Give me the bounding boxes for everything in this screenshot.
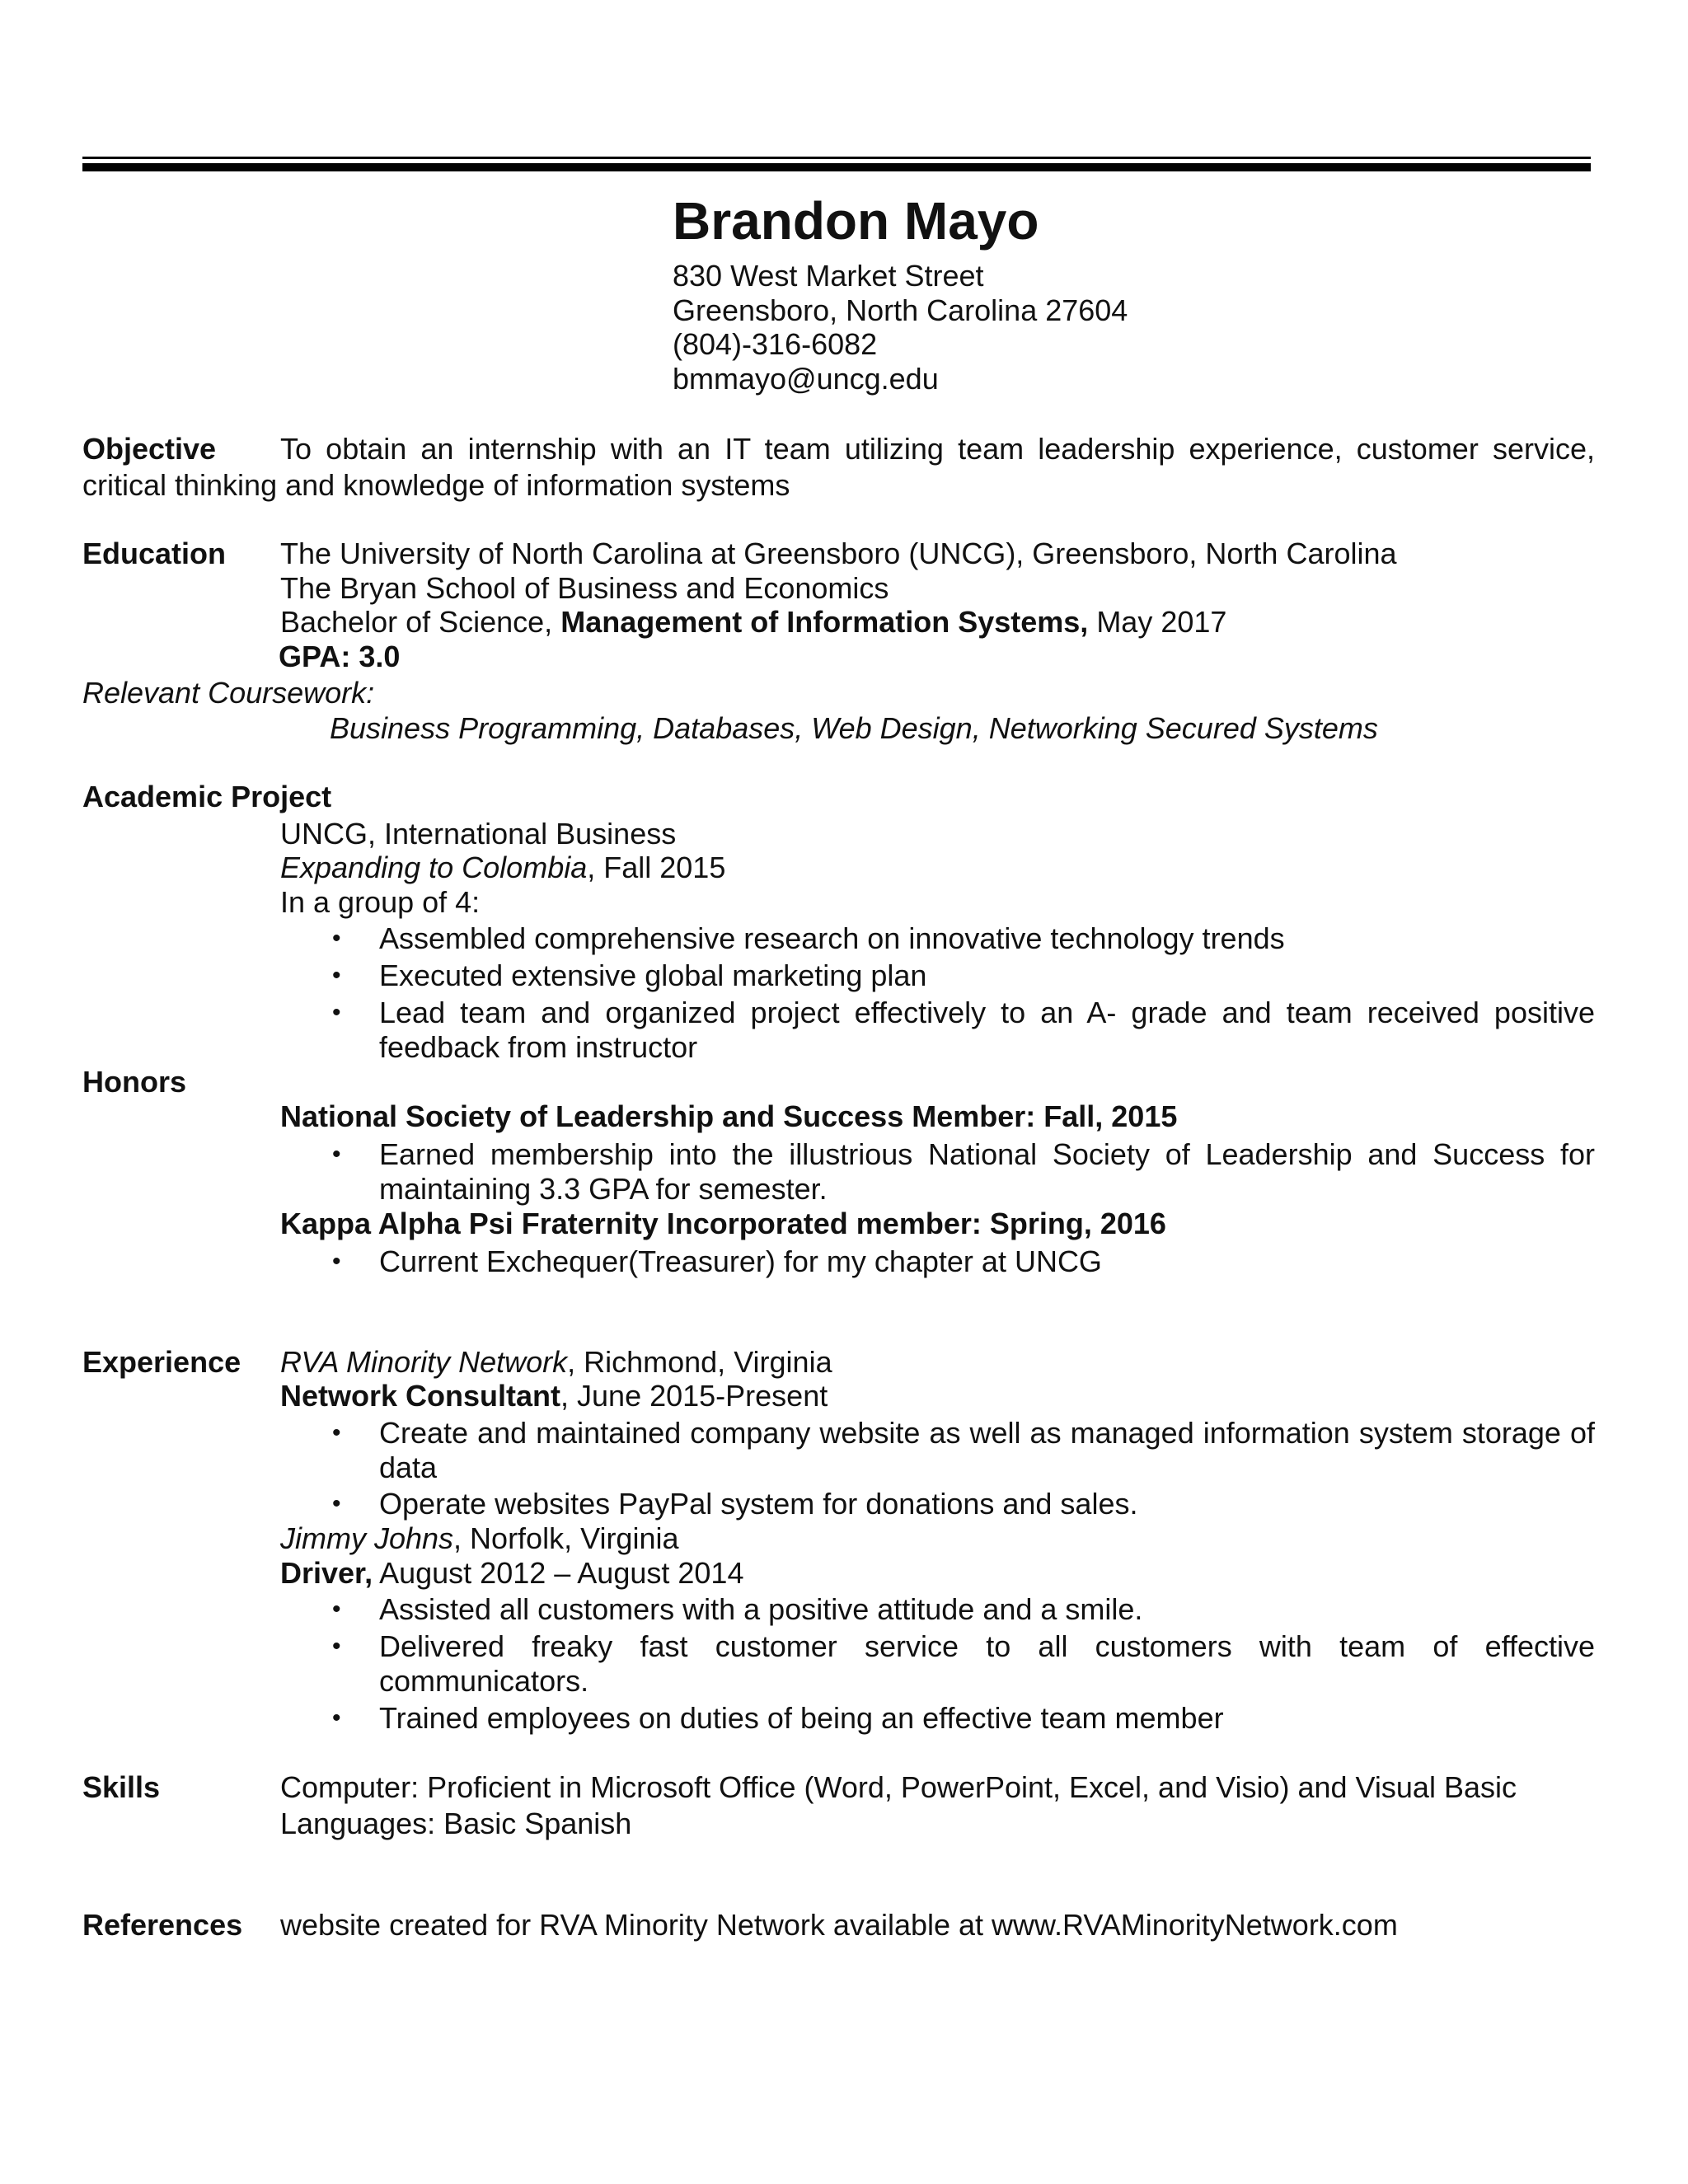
job-2-bullet-1: Assisted all customers with a positive attitude and a smile. xyxy=(379,1592,1143,1626)
job-2-bullet-3: Trained employees on duties of being an effective team member xyxy=(379,1701,1224,1735)
project-bullet-1: Assembled comprehensive research on innovative technology trends xyxy=(379,921,1285,955)
education-degree xyxy=(280,605,1226,640)
bullet-icon: • xyxy=(332,962,341,989)
job-1-org-line xyxy=(280,1345,832,1380)
bullet-icon: • xyxy=(332,1419,341,1446)
degree-prefix: Bachelor of Science, xyxy=(280,605,561,639)
education-college: The Bryan School of Business and Economics xyxy=(280,571,889,605)
job-2-org-line xyxy=(280,1521,679,1556)
bullet-icon: • xyxy=(332,1248,341,1275)
honor-1-title: National Society of Leadership and Success Member: Fall, 2015 xyxy=(280,1099,1178,1133)
header-thick-rule xyxy=(82,163,1591,171)
objective-text-line-2: critical thinking and knowledge of information systems xyxy=(82,468,790,502)
honor-2-bullet: Current Exchequer(Treasurer) for my chapter at UNCG xyxy=(379,1244,1102,1278)
bullet-icon: • xyxy=(332,1490,341,1517)
objective-heading: Objective xyxy=(82,432,217,466)
project-heading: Academic Project xyxy=(82,780,332,813)
address-line-1: 830 West Market Street xyxy=(673,259,984,293)
job-2-org: Jimmy Johns xyxy=(280,1521,454,1555)
job-1-dates: , June 2015-Present xyxy=(560,1379,828,1413)
job-2-bullet-2-line-1: Delivered freaky fast customer service to all customers with team of effective xyxy=(379,1629,1595,1663)
coursework-list: Business Programming, Databases, Web Design, Networking Secured Systems xyxy=(330,711,1378,745)
address-line-2: Greensboro, North Carolina 27604 xyxy=(673,293,1128,327)
honors-heading: Honors xyxy=(82,1065,186,1099)
job-2-title-line xyxy=(280,1556,743,1591)
education-school: The University of North Carolina at Greensboro (UNCG), Greensboro, North Carolina xyxy=(280,537,1397,570)
coursework-label: Relevant Coursework: xyxy=(82,676,375,710)
bullet-icon: • xyxy=(332,1704,341,1732)
job-2-bullet-2-line-2: communicators. xyxy=(379,1664,589,1698)
bullet-icon: • xyxy=(332,999,341,1026)
job-2-dates: August 2012 – August 2014 xyxy=(373,1556,744,1590)
experience-heading: Experience xyxy=(82,1345,241,1379)
skills-computer: Computer: Proficient in Microsoft Office (Word, PowerPoint, Excel, and Visio) and Visual Basic xyxy=(280,1770,1517,1804)
project-title-line xyxy=(280,851,725,885)
job-1-org: RVA Minority Network xyxy=(280,1345,568,1379)
project-group: In a group of 4: xyxy=(280,885,481,919)
job-1-title-line xyxy=(280,1379,828,1413)
skills-heading: Skills xyxy=(82,1770,161,1804)
bullet-icon: • xyxy=(332,1596,341,1623)
job-2-location: , Norfolk, Virginia xyxy=(453,1521,679,1555)
degree-date: May 2017 xyxy=(1088,605,1227,639)
honor-1-bullet-line-1: Earned membership into the illustrious National Society of Leadership and Success for xyxy=(379,1137,1595,1171)
phone-number: (804)-316-6082 xyxy=(673,327,878,361)
job-1-bullet-2: Operate websites PayPal system for donations and sales. xyxy=(379,1487,1138,1521)
bullet-icon: • xyxy=(332,1141,341,1168)
project-bullet-3: Lead team and organized project effectively to an A- grade and team received positive xyxy=(379,996,1595,1029)
references-text[interactable]: website created for RVA Minority Network available at www.RVAMinorityNetwork.com xyxy=(280,1908,1398,1942)
header-thin-rule xyxy=(82,157,1591,159)
job-1-bullet-1-line-1: Create and maintained company website as well as managed information system storage of xyxy=(379,1416,1595,1450)
skills-languages: Languages: Basic Spanish xyxy=(280,1807,632,1840)
job-2-title: Driver, xyxy=(280,1556,373,1590)
education-gpa: GPA: 3.0 xyxy=(279,640,401,673)
job-1-bullet-1-line-2: data xyxy=(379,1451,438,1484)
job-1-title: Network Consultant xyxy=(280,1379,561,1413)
email-address[interactable]: bmmayo@uncg.edu xyxy=(673,362,939,396)
candidate-name: Brandon Mayo xyxy=(673,191,1039,251)
references-heading: References xyxy=(82,1908,243,1942)
honor-1-bullet-line-2: maintaining 3.3 GPA for semester. xyxy=(379,1172,828,1206)
project-bullet-3-cont: feedback from instructor xyxy=(379,1030,698,1064)
bullet-icon: • xyxy=(332,925,341,952)
project-title: Expanding to Colombia xyxy=(280,851,588,884)
project-bullet-2: Executed extensive global marketing plan xyxy=(379,958,927,992)
objective-text-line-1: To obtain an internship with an IT team utilizing team leadership experience, customer service, xyxy=(280,432,1595,466)
degree-major: Management of Information Systems, xyxy=(560,605,1089,639)
bullet-icon: • xyxy=(332,1633,341,1660)
job-1-location: , Richmond, Virginia xyxy=(567,1345,832,1379)
project-org: UNCG, International Business xyxy=(280,817,677,851)
honor-2-title: Kappa Alpha Psi Fraternity Incorporated member: Spring, 2016 xyxy=(280,1207,1166,1240)
project-term: , Fall 2015 xyxy=(587,851,726,884)
education-heading: Education xyxy=(82,537,227,570)
